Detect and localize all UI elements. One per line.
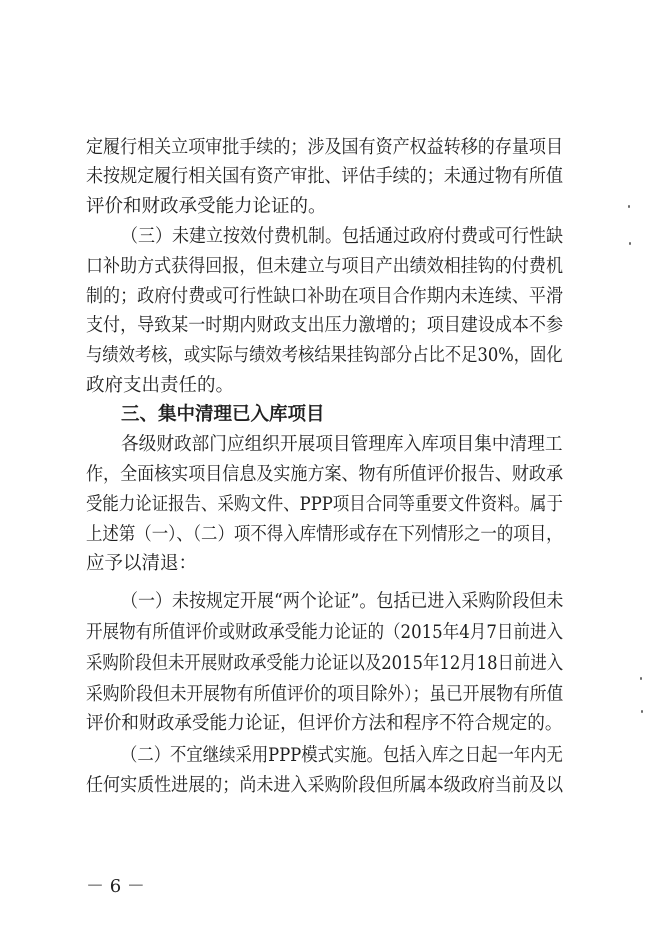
text-line: 上述第（一）、（二）项不得入库情形或存在下列情形之一的项目， (86, 524, 563, 545)
text-line: 评价和财政承受能力论证的。 (86, 196, 327, 217)
scan-speck (641, 710, 643, 713)
text-line: （三）未建立按效付费机制。包括通过政府付费或可行性缺 (121, 226, 564, 247)
text-line: 与绩效考核，或实际与绩效考核结果挂钩部分占比不足30%，固化 (86, 345, 563, 366)
text-line: 口补助方式获得回报，但未建立与项目产出绩效相挂钩的付费机 (86, 256, 563, 277)
text-line: （二）不宜继续采用PPP模式实施。包括入库之日起一年内无 (121, 745, 563, 766)
text-line: 评价和财政承受能力论证，但评价方法和程序不符合规定的。 (86, 713, 563, 734)
text-line: 未按规定履行相关国有资产审批、评估手续的；未通过物有所值 (86, 166, 563, 187)
text-line: 支付，导致某一时期内财政支出压力激增的；项目建设成本不参 (86, 315, 563, 336)
text-line: （一）未按规定开展“两个论证”。包括已进入采购阶段但未 (121, 591, 564, 612)
text-line: 采购阶段但未开展物有所值评价的项目除外）；虽已开展物有所值 (86, 684, 564, 705)
text-line: 任何实质性进展的；尚未进入采购阶段但所属本级政府当前及以 (86, 775, 563, 796)
text-line: 政府支出责任的。 (86, 375, 235, 396)
text-line: 各级财政部门应组织开展项目管理库入库项目集中清理工 (121, 434, 563, 455)
text-line: 应予以清退： (86, 553, 198, 574)
text-line: 定履行相关立项审批手续的；涉及国有资产权益转移的存量项目 (86, 137, 563, 158)
page-number: － 6 － (86, 876, 145, 897)
text-line: 受能力论证报告、采购文件、PPP项目合同等重要文件资料。属于 (86, 494, 563, 515)
section-heading: 三、集中清理已入库项目 (121, 404, 325, 425)
scan-speck (629, 242, 631, 245)
scan-speck (640, 677, 642, 680)
text-line: 制的；政府付费或可行性缺口补助在项目合作期内未连续、平滑 (86, 286, 563, 307)
text-line: 采购阶段但未开展财政承受能力论证以及2015年12月18日前进入 (86, 653, 564, 674)
text-line: 开展物有所值评价或财政承受能力论证的（2015年4月7日前进入 (86, 622, 564, 643)
scan-speck (628, 205, 630, 208)
text-line: 作，全面核实项目信息及实施方案、物有所值评价报告、财政承 (86, 464, 563, 485)
